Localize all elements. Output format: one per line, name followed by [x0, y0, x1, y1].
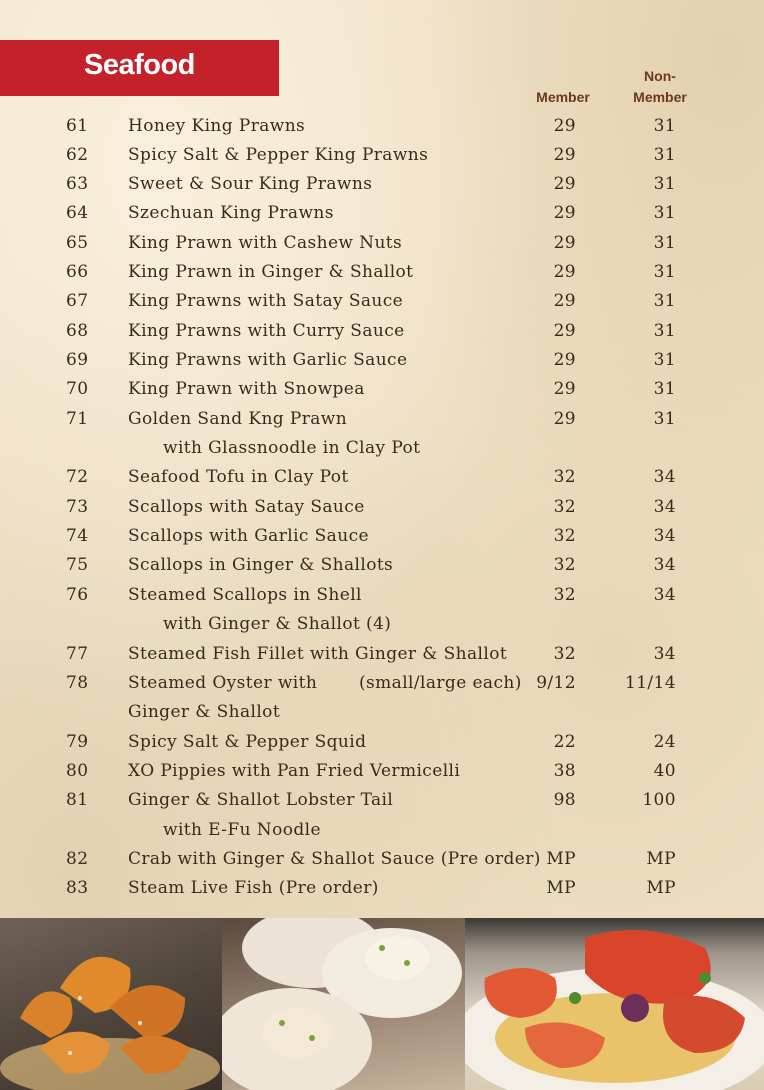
item-number: 83: [66, 878, 89, 898]
item-name: Honey King Prawns: [128, 116, 306, 136]
non-member-price: 31: [653, 379, 676, 399]
menu-item: [0, 757, 764, 786]
item-name: King Prawns with Satay Sauce: [128, 291, 404, 311]
menu-item: [0, 141, 764, 170]
non-member-price: 31: [653, 321, 676, 341]
item-size-note: (small/large each): [359, 673, 522, 693]
item-number: 67: [66, 291, 89, 311]
item-number: 82: [66, 849, 89, 869]
item-number: 61: [66, 116, 89, 136]
non-member-price: 34: [653, 497, 676, 517]
item-name: Steamed Fish Fillet with Ginger & Shallot: [128, 644, 508, 664]
menu-item: [0, 551, 764, 580]
item-number: 79: [66, 732, 89, 752]
menu-item: [0, 199, 764, 228]
item-number: 78: [66, 673, 89, 693]
menu-item: [0, 640, 764, 669]
item-name: Steamed Scallops in Shell: [128, 585, 362, 605]
item-number: 80: [66, 761, 89, 781]
item-name: Scallops with Garlic Sauce: [128, 526, 369, 546]
menu-item: [0, 375, 764, 404]
member-price: 29: [553, 203, 576, 223]
item-number: 63: [66, 174, 89, 194]
member-price: 29: [553, 174, 576, 194]
item-number: 72: [66, 467, 89, 487]
item-name: King Prawns with Garlic Sauce: [128, 350, 408, 370]
non-member-column-header-line1: Non-: [644, 68, 676, 84]
menu-item-continuation: [0, 698, 764, 727]
menu-item: [0, 493, 764, 522]
item-name: Scallops with Satay Sauce: [128, 497, 365, 517]
section-title: Seafood: [84, 49, 195, 81]
item-name: King Prawn with Cashew Nuts: [128, 233, 403, 253]
menu-item-continuation: [0, 816, 764, 845]
item-name: Crab with Ginger & Shallot Sauce (Pre order): [128, 849, 541, 869]
menu-item: [0, 786, 764, 815]
member-price: 29: [553, 116, 576, 136]
item-number: 74: [66, 526, 89, 546]
member-price: 32: [553, 555, 576, 575]
member-price: 9/12: [536, 673, 576, 693]
non-member-price: 100: [642, 790, 676, 810]
item-name: Szechuan King Prawns: [128, 203, 334, 223]
item-number: 71: [66, 409, 89, 429]
member-price: 29: [553, 145, 576, 165]
non-member-price: 31: [653, 350, 676, 370]
item-name: Scallops in Ginger & Shallots: [128, 555, 394, 575]
item-name: King Prawn with Snowpea: [128, 379, 365, 399]
non-member-price: 40: [653, 761, 676, 781]
member-price: MP: [546, 878, 576, 898]
menu-item: [0, 170, 764, 199]
member-price: 98: [553, 790, 576, 810]
member-price: 32: [553, 644, 576, 664]
member-price: 29: [553, 291, 576, 311]
member-price: 32: [553, 497, 576, 517]
member-price: 38: [553, 761, 576, 781]
item-name: XO Pippies with Pan Fried Vermicelli: [128, 761, 461, 781]
non-member-price: 31: [653, 291, 676, 311]
item-name: King Prawn in Ginger & Shallot: [128, 262, 414, 282]
menu-item: [0, 728, 764, 757]
item-number: 75: [66, 555, 89, 575]
item-number: 66: [66, 262, 89, 282]
item-name: Steamed Oyster with: [128, 673, 318, 693]
steamed-scallops-photo: [222, 918, 465, 1090]
menu-item: [0, 405, 764, 434]
member-price: 29: [553, 379, 576, 399]
non-member-price: 31: [653, 145, 676, 165]
item-name: Golden Sand Kng Prawn: [128, 409, 348, 429]
item-name-continuation: with Glassnoodle in Clay Pot: [163, 438, 421, 458]
item-name: Seafood Tofu in Clay Pot: [128, 467, 349, 487]
item-number: 70: [66, 379, 89, 399]
member-price: 29: [553, 350, 576, 370]
non-member-price: 34: [653, 555, 676, 575]
menu-item: [0, 845, 764, 874]
item-number: 81: [66, 790, 89, 810]
menu-item: [0, 112, 764, 141]
item-number: 77: [66, 644, 89, 664]
non-member-price: 31: [653, 409, 676, 429]
item-number: 68: [66, 321, 89, 341]
non-member-price: 34: [653, 585, 676, 605]
member-price: 22: [553, 732, 576, 752]
item-number: 73: [66, 497, 89, 517]
item-name: Sweet & Sour King Prawns: [128, 174, 373, 194]
item-number: 65: [66, 233, 89, 253]
honey-prawns-photo: [0, 918, 222, 1090]
item-name-continuation: Ginger & Shallot: [128, 702, 281, 722]
lobster-noodle-photo: [465, 918, 764, 1090]
non-member-price: 31: [653, 203, 676, 223]
food-photo-strip: [0, 918, 764, 1090]
menu-item-continuation: [0, 610, 764, 639]
menu-item: [0, 287, 764, 316]
menu-item: [0, 581, 764, 610]
menu-item: [0, 317, 764, 346]
non-member-price: 31: [653, 233, 676, 253]
member-price: MP: [546, 849, 576, 869]
menu-item: [0, 346, 764, 375]
member-price: 29: [553, 262, 576, 282]
non-member-price: 31: [653, 116, 676, 136]
menu-item: [0, 258, 764, 287]
menu-item: [0, 522, 764, 551]
item-name-continuation: with Ginger & Shallot (4): [163, 614, 392, 634]
section-banner: [0, 40, 279, 96]
menu-item: [0, 669, 764, 698]
non-member-price: 34: [653, 467, 676, 487]
item-number: 76: [66, 585, 89, 605]
non-member-price: 31: [653, 174, 676, 194]
menu-item: [0, 874, 764, 903]
non-member-price: 31: [653, 262, 676, 282]
member-price: 29: [553, 233, 576, 253]
menu-item: [0, 229, 764, 258]
item-number: 69: [66, 350, 89, 370]
item-name: Steam Live Fish (Pre order): [128, 878, 379, 898]
menu-item: [0, 463, 764, 492]
member-price: 32: [553, 585, 576, 605]
menu-item-continuation: [0, 434, 764, 463]
member-price: 32: [553, 526, 576, 546]
non-member-price: 34: [653, 644, 676, 664]
item-number: 64: [66, 203, 89, 223]
item-name: Spicy Salt & Pepper Squid: [128, 732, 367, 752]
member-price: 32: [553, 467, 576, 487]
member-column-header: Member: [536, 89, 590, 105]
non-member-price: 11/14: [625, 673, 676, 693]
non-member-price: MP: [646, 878, 676, 898]
item-number: 62: [66, 145, 89, 165]
item-name: King Prawns with Curry Sauce: [128, 321, 405, 341]
non-member-price: MP: [646, 849, 676, 869]
non-member-price: 34: [653, 526, 676, 546]
item-name: Ginger & Shallot Lobster Tail: [128, 790, 394, 810]
item-name-continuation: with E-Fu Noodle: [163, 820, 321, 840]
member-price: 29: [553, 409, 576, 429]
item-name: Spicy Salt & Pepper King Prawns: [128, 145, 429, 165]
member-price: 29: [553, 321, 576, 341]
non-member-column-header-line2: Member: [633, 89, 687, 105]
non-member-price: 24: [653, 732, 676, 752]
